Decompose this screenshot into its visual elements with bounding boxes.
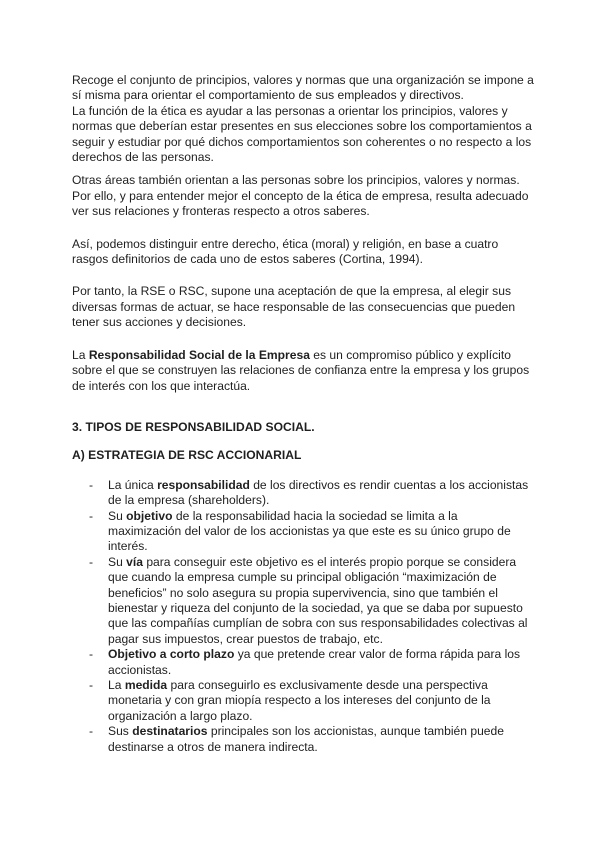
text-segment: para conseguirlo es exclusivamente desde una perspectiva monetaria y con gran miopía respecto a los intereses del conjunto de la organización a largo plazo. [108,678,491,723]
bullet-dash: - [89,647,94,662]
list-item [72,678,534,724]
text-segment: La única [108,477,158,492]
text-segment: de la responsabilidad hacia la sociedad se limita a la maximización del valor de los accionistas ya que este es su único grupo de interés. [108,508,511,554]
text-segment: para conseguir este objetivo es el interés propio porque se considera que cuando la empresa cumple su principal obligación “maximización de beneficios” no solo asegura su propia supervivencia, sino que también el bienestar y riqueza del conjunto de la sociedad, ya que se daba por supuesto que las compañías cumplían de sobra con sus responsabilidades colectivas al pagar sus impuestos, crear puestos de trabajo, etc. [108,554,528,646]
bullet-dash: - [89,554,94,569]
list-item [72,555,534,647]
list-item [72,647,534,678]
bold-term: vía [126,554,143,569]
list-item [72,509,534,555]
paragraph-ethics-function: La función de la ética es ayudar a las personas a orientar los principios, valores y normas que deberían estar presentes en sus elecciones sobre los comportamientos a seguir y estudiar por qué dichos comportamientos son coherentes o no respecto a los derechos de las personas. [72,103,532,165]
bullet-dash: - [89,477,94,492]
document-page [72,73,534,755]
text-segment: es un compromiso público y explícito sobre el que se construyen las relaciones de confianza entre la empresa y los grupos de interés con los que interactúa. [72,347,530,393]
text-segment: de los directivos es rendir cuentas a los accionistas de la empresa (shareholders). [108,477,529,508]
text-segment: La [72,347,89,362]
list-item [72,478,534,509]
text-segment: ya que pretende crear valor de forma rápida para los accionistas. [108,647,521,677]
paragraph-ethics-definition: Recoge el conjunto de principios, valores y normas que una organización se impone a sí misma para orientar el comportamiento de sus empleados y directivos. [72,73,534,103]
text-segment: La [108,678,125,692]
bullet-dash: - [89,508,94,523]
text-segment: Sus [108,724,133,739]
bold-term: Responsabilidad Social de la Empresa [88,347,310,362]
paragraph-distinguish: Así, podemos distinguir entre derecho, ética (moral) y religión, en base a cuatro rasgos definitorios de cada uno de estos saberes (Cortina, 1994). [72,236,499,267]
paragraph-other-areas: Otras áreas también orientan a las personas sobre los principios, valores y normas. Por ello, y para entender mejor el concepto de la ética de empresa, resulta adecuado ver sus relaciones y fronteras respecto a otros saberes. [72,173,529,219]
bullet-list [72,478,534,755]
list-item [72,724,534,755]
text-segment: Su [108,508,127,523]
text-segment: Su [108,554,127,569]
text-segment: principales son los accionistas, aunque también puede destinarse a otros de manera indirecta. [108,724,504,754]
bullet-dash: - [89,678,94,692]
bullet-dash: - [89,724,94,739]
bold-term: destinatarios [132,724,208,739]
bold-term: objetivo [126,508,173,523]
bold-term: responsabilidad [157,477,250,492]
paragraph-rse-definition [72,348,534,394]
paragraph-rse-rsc: Por tanto, la RSE o RSC, supone una aceptación de que la empresa, al elegir sus diversas formas de actuar, se hace responsable de las consecuencias que pueden tener sus acciones y decisiones. [72,284,516,330]
bold-term: medida [124,678,168,692]
bold-term: Objetivo a corto plazo [108,647,235,662]
section-heading: 3. TIPOS DE RESPONSABILIDAD SOCIAL. [72,419,315,434]
subsection-heading: A) ESTRATEGIA DE RSC ACCIONARIAL [72,448,302,463]
